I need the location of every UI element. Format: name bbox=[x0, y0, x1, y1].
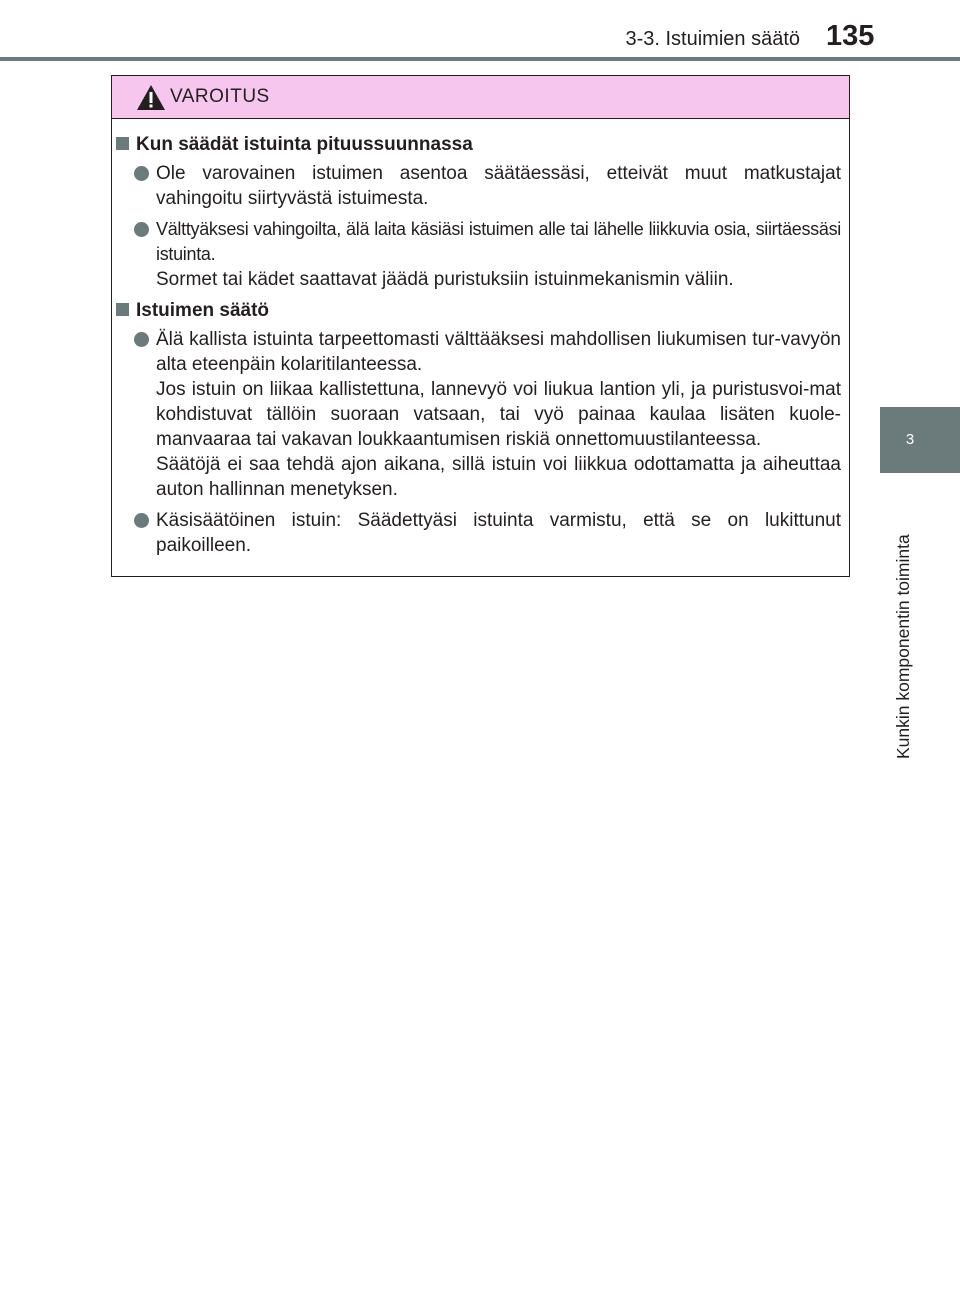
warning-title: VAROITUS bbox=[170, 86, 270, 107]
chapter-label-text: Kunkin komponentin toiminta bbox=[893, 534, 913, 759]
list-item bbox=[112, 508, 849, 558]
list-item-text: Älä kallista istuinta tarpeettomasti välttääksesi mahdollisen liukumisen tur-vavyön alta eteenpäin kolaritilanteessa. bbox=[156, 329, 841, 375]
circle-bullet-icon bbox=[134, 222, 149, 237]
list-item-text: Ole varovainen istuimen asentoa säätäessäsi, etteivät muut matkustajat vahingoitu siirtyvästä istuimesta. bbox=[156, 163, 841, 209]
warning-triangle-icon bbox=[136, 84, 166, 111]
warning-header bbox=[112, 76, 849, 119]
list-item-text: Sormet tai kädet saattavat jäädä puristuksiin istuinmekanismin väliin. bbox=[156, 269, 734, 290]
page-number: 135 bbox=[826, 20, 875, 52]
list-item-text: Välttyäksesi vahingoilta, älä laita käsiäsi istuimen alle tai lähelle liikkuvia osia, siirtäessäsi istuinta. bbox=[156, 219, 841, 264]
section-heading-text: Kun säädät istuinta pituussuunnassa bbox=[136, 134, 473, 155]
square-bullet-icon bbox=[116, 137, 129, 150]
page-header bbox=[0, 0, 960, 62]
list-item-text: Jos istuin on liikaa kallistettuna, lannevyö voi liukua lantion yli, ja puristusvoi-mat kohdistuvat tällöin suoraan vatsaan, tai vyö painaa kaulaa lisäten kuole-manvaaraa tai vakavan loukkaantumisen riskiä onnettomuustilanteessa. bbox=[156, 379, 841, 450]
list-item bbox=[112, 161, 849, 211]
section-reference: 3-3. Istuimien säätö bbox=[625, 28, 800, 50]
circle-bullet-icon bbox=[134, 332, 149, 347]
section-heading bbox=[112, 132, 849, 157]
warning-box bbox=[111, 75, 850, 577]
list-item bbox=[112, 327, 849, 502]
header-rule bbox=[0, 57, 960, 61]
chapter-number: 3 bbox=[905, 431, 915, 448]
square-bullet-icon bbox=[116, 303, 129, 316]
circle-bullet-icon bbox=[134, 166, 149, 181]
section-heading-text: Istuimen säätö bbox=[136, 300, 270, 321]
warning-body bbox=[112, 132, 849, 564]
list-item-text: Säätöjä ei saa tehdä ajon aikana, sillä istuin voi liikkua odottamatta ja aiheuttaa auton hallinnan menetyksen. bbox=[156, 454, 841, 500]
warning-section bbox=[112, 298, 849, 558]
list-item-text: Käsisäätöinen istuin: Säädettyäsi istuinta varmistu, että se on lukittunut paikoilleen. bbox=[156, 510, 841, 556]
section-heading bbox=[112, 298, 849, 323]
list-item bbox=[112, 217, 849, 292]
chapter-tab bbox=[880, 407, 960, 473]
chapter-label bbox=[892, 497, 914, 759]
circle-bullet-icon bbox=[134, 513, 149, 528]
warning-section bbox=[112, 132, 849, 292]
